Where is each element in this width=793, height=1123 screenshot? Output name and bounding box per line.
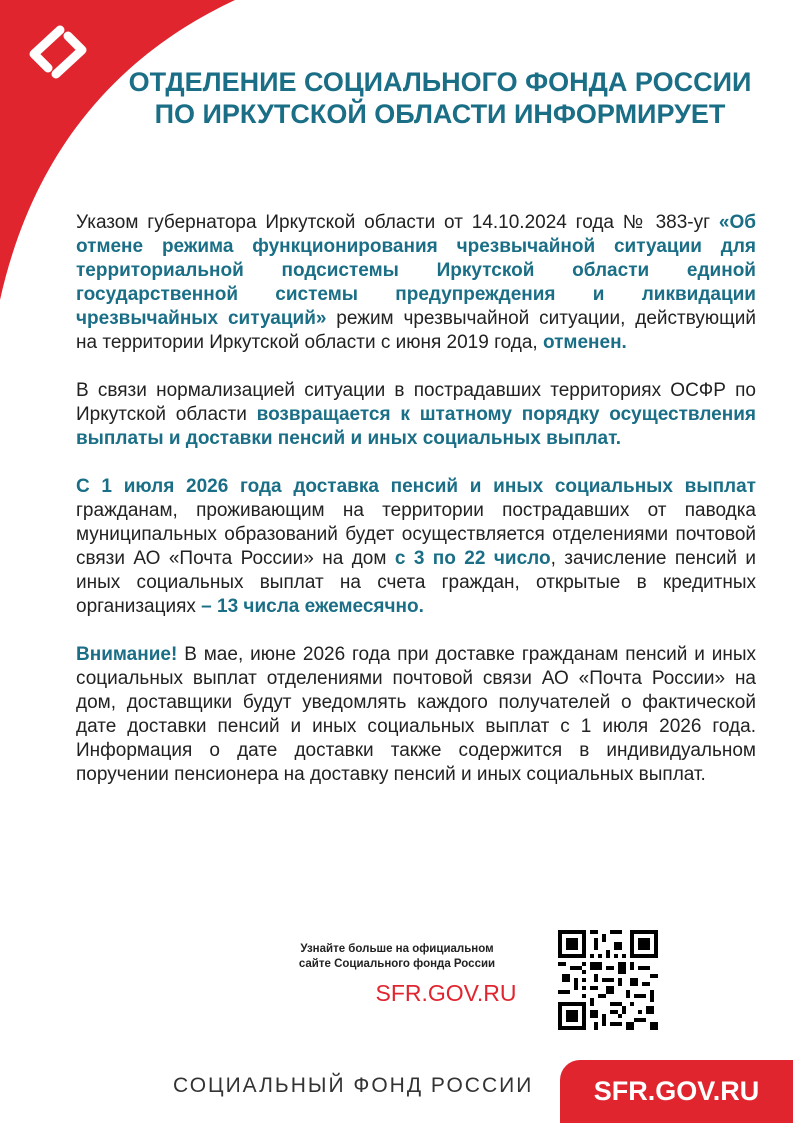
qr-code-icon[interactable] — [558, 930, 658, 1030]
website-link[interactable]: SFR.GOV.RU — [375, 980, 517, 1006]
sfr-logo-icon — [22, 22, 102, 82]
text-span: гражданам, проживающим на территории пострадавших от паводка муниципальных образований будет осуществляется отделениями почтовой связи АО «Почта России» на дом — [76, 500, 756, 569]
highlight-span: Внимание! — [76, 644, 178, 665]
page-title — [120, 66, 760, 130]
footer-website-badge[interactable]: SFR.GOV.RU — [560, 1060, 793, 1123]
text-span: , зачисление пенсий и иных социальных выплат на счета граждан, открытые в кредитных организациях — [76, 548, 756, 617]
highlight-span: С 1 июля 2026 года доставка пенсий и иных социальных выплат — [76, 476, 756, 497]
highlight-span: «Об отмене режима функционирования чрезвычайной ситуации для территориальной подсистемы Иркутской области единой государственной системы предупреждения и ликвидации чрезвычайных ситуаций» — [76, 212, 756, 329]
highlight-span: с 3 по 22 число — [394, 548, 551, 569]
text-span: В связи нормализацией ситуации в пострадавших территориях ОСФР по Иркутской области — [76, 380, 756, 425]
main-content — [76, 211, 756, 811]
paragraph-decree — [76, 211, 756, 355]
paragraph-delivery — [76, 475, 756, 619]
info-text — [262, 942, 532, 972]
paragraph-attention — [76, 643, 756, 787]
text-span: В мае, июне 2026 года при доставке гражданам пенсий и иных социальных выплат отделениями почтовой связи АО «Почта России» на дом, доставщики будут уведомлять каждого получателей о фактической дате доставки пенсий и иных социальных выплат с 1 июля 2026 года. Информация о дате доставки также содержится в индивидуальном поручении пенсионера на доставку пенсий и иных социальных выплат. — [76, 644, 756, 785]
info-line-1: Узнайте больше на официальном — [300, 943, 494, 955]
highlight-span: возвращается к штатному порядку осуществления выплаты и доставки пенсий и иных социальных выплат. — [76, 404, 756, 449]
paragraph-normalization — [76, 379, 756, 451]
title-line-1: ОТДЕЛЕНИЕ СОЦИАЛЬНОГО ФОНДА РОССИИ — [128, 67, 752, 97]
text-span: режим чрезвычайной ситуации, действующий на территории Иркутской области с июня 2019 года, — [76, 308, 756, 353]
footer-organization-name: СОЦИАЛЬНЫЙ ФОНД РОССИИ — [173, 1074, 534, 1097]
info-line-2: сайте Социального фонда России — [298, 958, 496, 970]
text-span: Указом губернатора Иркутской области от 14.10.2024 года № 383-уг — [76, 212, 719, 233]
highlight-span: – 13 числа ежемесячно. — [201, 596, 424, 617]
title-line-2: ПО ИРКУТСКОЙ ОБЛАСТИ ИНФОРМИРУЕТ — [154, 99, 726, 129]
highlight-span: отменен. — [542, 332, 627, 353]
